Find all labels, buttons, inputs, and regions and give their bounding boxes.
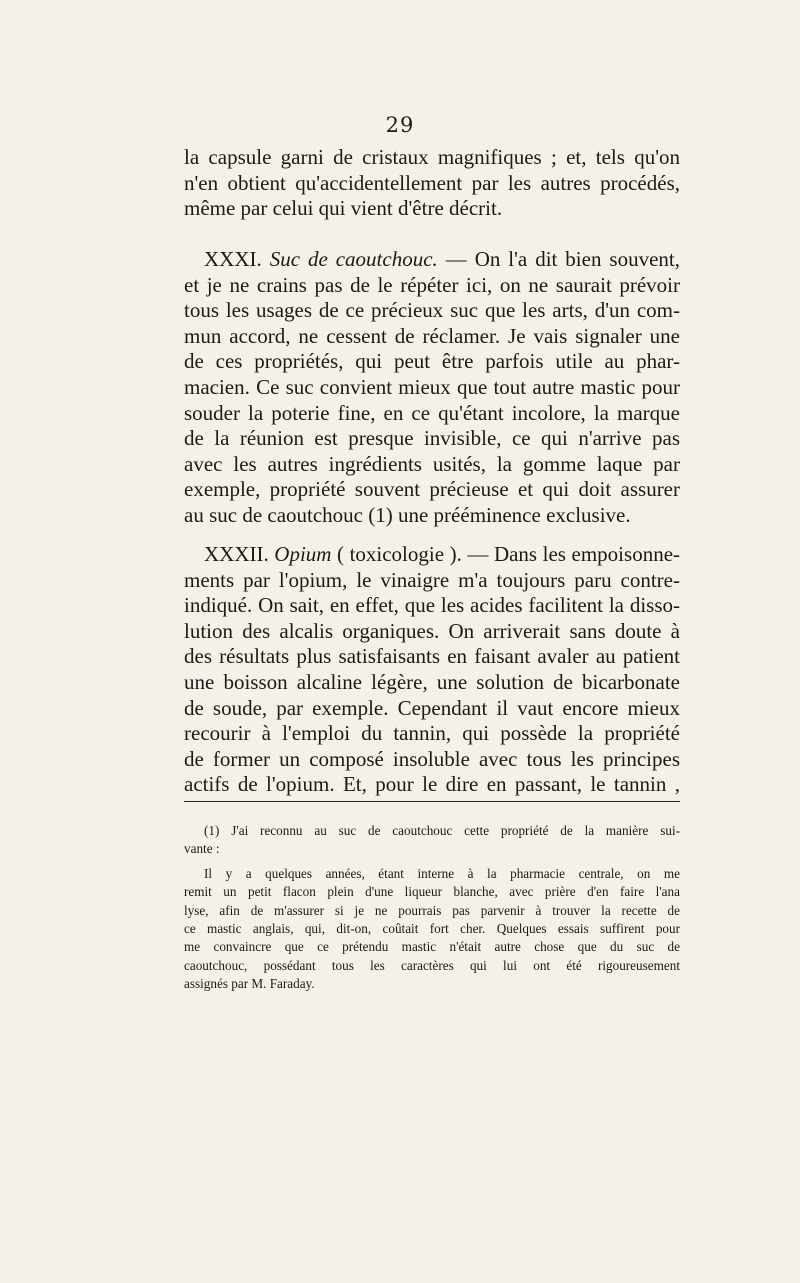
text-line: même par celui qui vient d'être décrit. <box>184 196 503 221</box>
section-title: Opium <box>274 542 332 566</box>
text-line: tous les usages de ce précieux suc que les arts, d'un com- <box>184 298 680 323</box>
text-line: de la réunion est presque invisible, ce qui n'arrive pas <box>184 426 680 451</box>
text-line: actifs de l'opium. Et, pour le dire en passant, le tannin , <box>184 772 680 797</box>
text-line: n'en obtient qu'accidentellement par les autres procédés, <box>184 170 680 195</box>
text-line-first <box>184 542 680 568</box>
text-line: mun accord, ne cessent de réclamer. Je vais signaler une <box>184 323 680 348</box>
text-line: avec les autres ingrédients usités, la gomme laque par <box>184 451 680 476</box>
section-intro: — On l'a dit bien souvent, <box>437 247 680 271</box>
text-line: de former un composé insoluble avec tous les principes <box>184 746 680 771</box>
footnote-divider <box>184 801 680 802</box>
paragraph-continuation <box>184 145 680 222</box>
footnote-line: Il y a quelques années, étant interne à la pharmacie centrale, on me <box>204 865 680 881</box>
section-title: Suc de caoutchouc. <box>269 247 438 271</box>
section-numeral: XXXII. <box>204 542 269 566</box>
text-line: exemple, propriété souvent précieuse et qui doit assurer <box>184 477 680 502</box>
text-line: recourir à l'emploi du tannin, qui possède la propriété <box>184 721 680 746</box>
text-line: et je ne crains pas de le répéter ici, on ne saurait prévoir <box>184 272 680 297</box>
text-line: au suc de caoutchouc (1) une prééminence exclusive. <box>184 502 631 527</box>
text-line: une boisson alcaline légère, une solution de bicarbonate <box>184 669 680 694</box>
text-line: souder la poterie fine, en ce qu'étant incolore, la marque <box>184 400 680 425</box>
text-line: la capsule garni de cristaux magnifiques ; et, tels qu'on <box>184 145 680 169</box>
paragraph-section-31 <box>184 247 680 529</box>
section-intro: ( toxicologie ). — Dans les empoisonne- <box>331 542 681 566</box>
page-number: 29 <box>385 113 415 137</box>
footnote-line: (1) J'ai reconnu au suc de caoutchouc cette propriété de la manière sui- <box>204 823 680 838</box>
text-line: de soude, par exemple. Cependant il vaut encore mieux <box>184 695 680 720</box>
footnote-line: ce mastic anglais, qui, dit-on, coûtait fort cher. Quelques essais suffirent pour <box>184 921 680 937</box>
section-numeral: XXXI. <box>204 247 262 271</box>
footnote-line: assignés par M. Faraday. <box>184 976 315 992</box>
text-line: ments par l'opium, le vinaigre m'a toujours paru contre- <box>184 567 680 592</box>
text-line: macien. Ce suc convient mieux que tout autre mastic pour <box>184 374 680 399</box>
footnote-line: remit un petit flacon plein d'une liqueur blanche, avec prière d'en faire l'ana <box>184 884 680 900</box>
paragraph-section-32 <box>184 542 680 798</box>
footnote-line: vante : <box>184 841 220 857</box>
text-line: des résultats plus satisfaisants en faisant avaler au patient <box>184 644 680 669</box>
footnote-line: me convaincre que ce prétendu mastic n'était autre chose que du suc de <box>184 939 680 955</box>
footnote-line: lyse, afin de m'assurer si je ne pourrais pas parvenir à trouver la recette de <box>184 902 680 918</box>
text-line: de ces propriétés, qui peut être parfois utile au phar- <box>184 349 680 374</box>
text-line-first <box>184 247 680 273</box>
footnote-line: caoutchouc, possédant tous les caractères qui lui ont été rigoureusement <box>184 957 680 973</box>
text-line: lution des alcalis organiques. On arriverait sans doute à <box>184 618 680 643</box>
footnote <box>184 822 680 994</box>
text-line: indiqué. On sait, en effet, que les acides facilitent la disso- <box>184 593 680 618</box>
